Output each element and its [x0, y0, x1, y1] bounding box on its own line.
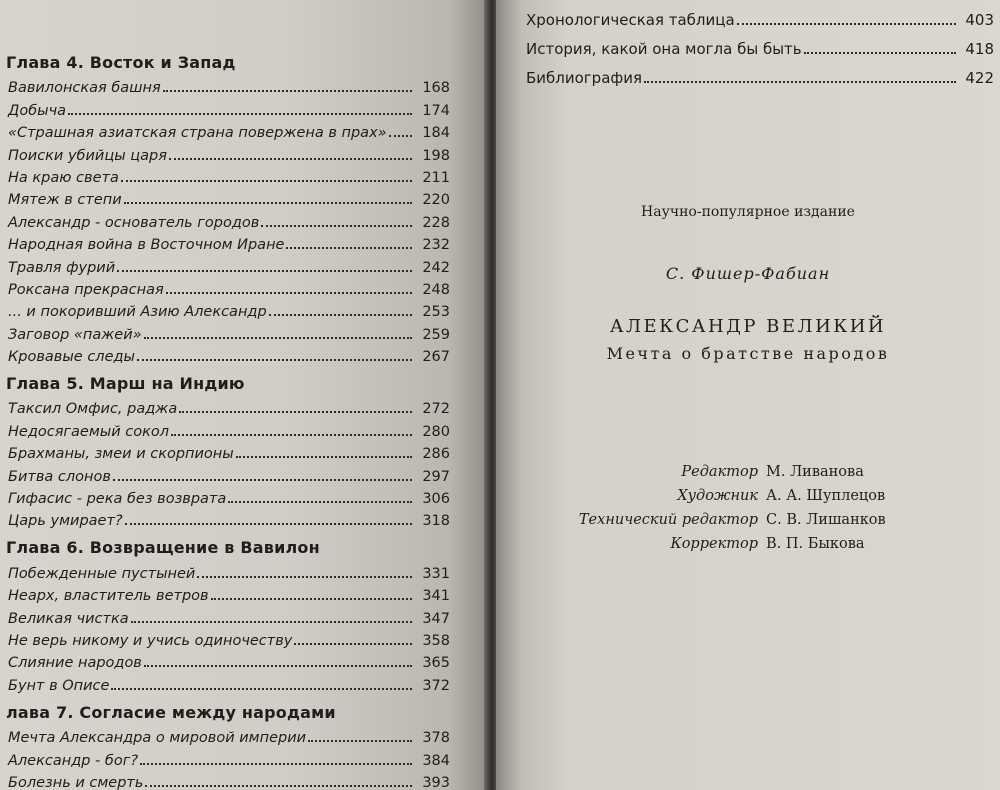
entry-title: Вавилонская башня — [8, 80, 161, 97]
page-number: 365 — [422, 655, 450, 672]
entry-title: Битва слонов — [8, 468, 111, 485]
dot-leader — [228, 501, 412, 503]
entry-title: Александр - бог? — [8, 752, 139, 769]
entry-title: «Страшная азиатская страна повержена в прах» — [8, 125, 387, 142]
toc-entry — [522, 29, 994, 58]
toc-entry — [0, 343, 450, 365]
entry-title: Бунт в Описе — [8, 677, 110, 694]
dot-leader — [308, 740, 412, 742]
page-number: 358 — [422, 632, 450, 649]
toc-entry — [0, 485, 450, 507]
page-number: 286 — [422, 446, 450, 463]
entry-title: ... и покоривший Азию Александр — [8, 304, 267, 321]
entry-title: Не верь никому и учись одиночеству — [8, 632, 293, 649]
page-number: 174 — [422, 102, 450, 119]
entry-title: Слияние народов — [8, 655, 142, 672]
page-number: 267 — [422, 349, 450, 366]
dot-leader — [179, 411, 412, 413]
dot-leader — [197, 576, 412, 578]
dot-leader — [121, 180, 412, 182]
page-number: 422 — [965, 69, 994, 87]
toc-entry — [0, 582, 450, 604]
entry-title: Народная война в Восточном Иране — [8, 237, 285, 254]
entry-title: Царь умирает? — [8, 513, 123, 530]
entry-title: Великая чистка — [8, 610, 129, 627]
entry-title: История, какой она могла бы быть — [526, 40, 802, 58]
toc-entry — [0, 164, 450, 186]
credits-list — [496, 460, 1000, 556]
dot-leader — [211, 598, 412, 600]
chapter-gap — [0, 365, 450, 373]
entry-title: Роксана прекрасная — [8, 281, 164, 298]
toc-entry — [0, 417, 450, 439]
page-number: 341 — [422, 588, 450, 605]
toc-entry — [0, 440, 450, 462]
page-number: 280 — [422, 423, 450, 440]
page-number: 331 — [422, 565, 450, 582]
page-number: 259 — [422, 326, 450, 343]
credit-name: В. П. Быкова — [766, 536, 865, 552]
dot-leader — [389, 135, 412, 137]
toc-entry — [0, 724, 450, 746]
entry-title: Мятеж в степи — [8, 192, 122, 209]
dot-leader — [261, 225, 412, 227]
page-number: 347 — [422, 610, 450, 627]
toc-entry — [0, 395, 450, 417]
page-number: 198 — [422, 147, 450, 164]
toc-entry — [0, 559, 450, 581]
entry-title: Брахманы, змеи и скорпионы — [8, 446, 234, 463]
dot-leader — [163, 90, 412, 92]
toc-entry — [0, 119, 450, 141]
dot-leader — [111, 688, 412, 690]
dot-leader — [144, 337, 412, 339]
entry-title: Таксил Омфис, раджа — [8, 401, 178, 418]
toc-entry — [0, 208, 450, 230]
dot-leader — [113, 479, 412, 481]
toc-entry — [0, 671, 450, 693]
dot-leader — [269, 314, 412, 316]
entry-title: На краю света — [8, 169, 119, 186]
dot-leader — [117, 270, 412, 272]
page-number: 232 — [422, 237, 450, 254]
credit-role: Художник — [677, 488, 758, 504]
entry-title: Заговор «пажей» — [8, 326, 142, 343]
page-number: 228 — [422, 214, 450, 231]
chapter-gap — [0, 529, 450, 537]
dot-leader — [169, 158, 412, 160]
page-number: 384 — [422, 752, 450, 769]
page-number: 418 — [965, 40, 994, 58]
page-number: 403 — [965, 11, 994, 29]
toc-entry — [0, 186, 450, 208]
book-author: С. Фишер-Фабиан — [665, 264, 831, 283]
book-subtitle: Мечта о братстве народов — [606, 344, 890, 363]
credit-row — [496, 460, 1000, 484]
page-number: 393 — [422, 774, 450, 790]
toc-entry — [0, 231, 450, 253]
credit-name: М. Ливанова — [766, 464, 864, 480]
entry-title: Поиски убийцы царя — [8, 147, 167, 164]
chapter-gap — [0, 694, 450, 702]
credit-row — [496, 484, 1000, 508]
chapter-heading: Глава 4. Восток и Запад — [6, 53, 236, 72]
page-number: 372 — [422, 677, 450, 694]
chapter-heading: Глава 6. Возвращение в Вавилон — [6, 538, 320, 558]
toc-entry — [0, 276, 450, 298]
page-number: 297 — [422, 468, 450, 485]
toc-entry — [522, 58, 994, 87]
dot-leader — [140, 763, 412, 765]
toc-entry — [0, 141, 450, 163]
credit-row — [496, 532, 1000, 556]
credit-name: С. В. Лишанков — [766, 512, 886, 528]
page-number: 272 — [422, 401, 450, 418]
toc-entry — [0, 96, 450, 118]
dot-leader — [124, 202, 412, 204]
credit-role: Редактор — [681, 464, 758, 480]
entry-title: Болезнь и смерть — [8, 774, 144, 790]
page-number: 306 — [422, 491, 450, 508]
toc-entry — [522, 0, 994, 29]
entry-title: Мечта Александра о мировой империи — [8, 730, 307, 747]
entry-title: Недосягаемый сокол — [8, 423, 170, 440]
page-number: 220 — [422, 192, 450, 209]
page-number: 253 — [422, 304, 450, 321]
toc-entry — [0, 769, 450, 790]
toc-entry — [0, 74, 450, 96]
entry-title: Травля фурий — [8, 259, 116, 276]
page-number: 378 — [422, 730, 450, 747]
publisher-note: Научно-популярное издание — [641, 204, 855, 220]
toc-entry — [0, 604, 450, 626]
right-page — [496, 0, 1000, 790]
entry-title: Александр - основатель городов — [8, 214, 260, 231]
toc-entry — [0, 462, 450, 484]
toc-entry — [0, 253, 450, 275]
dot-leader — [286, 247, 412, 249]
dot-leader — [131, 621, 412, 623]
toc-entry — [0, 649, 450, 671]
left-page — [0, 0, 488, 790]
page-number: 211 — [422, 169, 450, 186]
toc-entry — [0, 746, 450, 768]
entry-title: Побежденные пустыней — [8, 565, 196, 582]
toc-entry — [0, 320, 450, 342]
credit-role: Технический редактор — [578, 512, 758, 528]
chapter-heading: Глава 5. Марш на Индию — [6, 374, 245, 394]
dot-leader — [737, 23, 956, 25]
entry-title: Неарх, властитель ветров — [8, 588, 209, 605]
dot-leader — [166, 292, 412, 294]
page-number: 168 — [422, 80, 450, 97]
entry-title: Кровавые следы — [8, 349, 135, 366]
entry-title: Хронологическая таблица — [526, 11, 735, 29]
dot-leader — [144, 665, 412, 667]
chapter-heading: лава 7. Согласие между народами — [6, 702, 336, 722]
toc-entry — [0, 507, 450, 529]
dot-leader — [145, 785, 412, 787]
dot-leader — [125, 523, 412, 525]
credit-role: Корректор — [670, 536, 758, 552]
page-number: 318 — [422, 513, 450, 530]
credit-name: А. А. Шуплецов — [766, 488, 886, 504]
page-number: 184 — [422, 125, 450, 142]
entry-title: Гифасис - река без возврата — [8, 491, 227, 508]
table-of-contents-continued — [522, 0, 994, 87]
dot-leader — [171, 434, 412, 436]
dot-leader — [644, 81, 956, 83]
page-number: 248 — [422, 281, 450, 298]
table-of-contents — [0, 52, 450, 790]
toc-entry — [0, 298, 450, 320]
credit-row — [496, 508, 1000, 532]
dot-leader — [804, 52, 956, 54]
dot-leader — [294, 643, 412, 645]
toc-entry — [0, 627, 450, 649]
entry-title: Библиография — [526, 69, 642, 87]
dot-leader — [236, 456, 412, 458]
book-title: АЛЕКСАНДР ВЕЛИКИЙ — [609, 316, 887, 337]
entry-title: Добыча — [8, 102, 67, 119]
dot-leader — [68, 113, 412, 115]
dot-leader — [137, 359, 412, 361]
page-number: 242 — [422, 259, 450, 276]
